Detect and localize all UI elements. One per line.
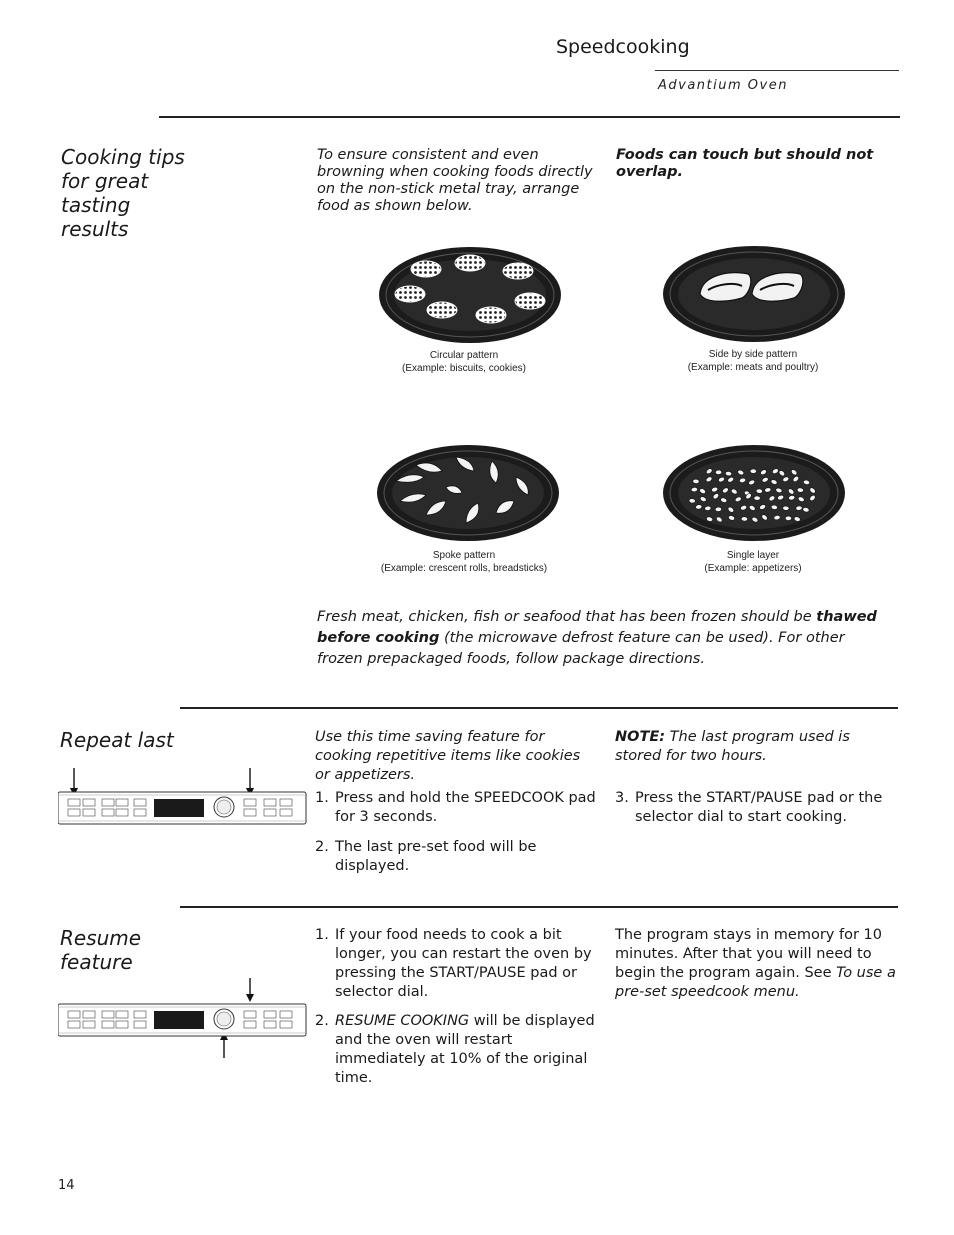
control-pad — [83, 799, 95, 806]
repeat-step — [315, 838, 600, 876]
appetizer-piece — [785, 516, 791, 520]
caption-line: (Example: crescent rolls, breadsticks) — [380, 563, 548, 574]
note-text: The last program used is stored for two hours. — [615, 729, 850, 764]
frozen-food-note — [317, 607, 892, 670]
cooking-tips-bold-note: Foods can touch but should not overlap. — [616, 147, 874, 180]
appetizer-piece — [796, 506, 803, 511]
repeat-last-note — [615, 728, 900, 766]
control-display — [154, 1011, 204, 1029]
control-pad — [68, 799, 80, 806]
resume-memory-note — [615, 926, 900, 1002]
caption-line: Single layer — [726, 550, 780, 561]
control-pad — [83, 809, 95, 816]
step-text: If your food needs to cook a bit longer, you can restart the oven by pressing the START/PAUSE pad or selector dial. — [335, 927, 592, 1000]
resume-steps — [315, 926, 600, 1099]
cooking-tips-heading-line: for great — [61, 169, 149, 193]
control-pad — [102, 1021, 114, 1028]
control-pad — [116, 1021, 128, 1028]
control-display — [154, 799, 204, 817]
control-pad — [244, 799, 256, 806]
control-panel-illustration-repeat — [58, 766, 308, 830]
control-pad — [264, 809, 276, 816]
repeat-last-steps-col2 — [615, 789, 900, 838]
header-divider — [655, 70, 899, 71]
resume-step — [315, 926, 600, 1002]
note-label: NOTE: — [615, 729, 666, 745]
step-number: 2. — [315, 839, 329, 855]
appetizer-piece — [693, 479, 700, 484]
resume-feature-rule — [180, 906, 898, 908]
step-italic-text: RESUME COOKING — [335, 1013, 470, 1029]
frozen-note-bold: thawed before cooking — [317, 609, 877, 646]
caption-line: Side by side pattern — [708, 349, 798, 360]
caption-line: (Example: biscuits, cookies) — [402, 363, 526, 374]
page-number: 14 — [58, 1178, 75, 1193]
page-title: Speedcooking — [556, 36, 690, 58]
side-by-side-caption — [663, 348, 843, 374]
control-pad — [116, 799, 128, 806]
appetizer-piece — [783, 506, 790, 511]
control-panel-illustration-resume — [58, 976, 308, 1060]
side-by-side-tray-illustration — [662, 244, 846, 348]
control-pad — [102, 809, 114, 816]
control-pad — [116, 1011, 128, 1018]
control-pad — [83, 1021, 95, 1028]
page-subtitle: Advantium Oven — [658, 78, 788, 93]
control-pad — [244, 809, 256, 816]
resume-heading-line: feature — [60, 950, 133, 974]
step-number: 3. — [615, 790, 629, 806]
appetizer-piece — [756, 489, 763, 494]
spoke-pattern-caption — [374, 549, 554, 575]
control-pad — [280, 1011, 292, 1018]
cooking-tips-heading-line: results — [61, 217, 129, 241]
step-number: 1. — [315, 927, 329, 943]
control-pad — [134, 1011, 146, 1018]
appetizer-piece — [750, 469, 756, 473]
appetizer-piece — [754, 496, 761, 501]
cooking-tips-heading — [61, 145, 261, 241]
control-pad — [116, 809, 128, 816]
step-text: The last pre-set food will be displayed. — [335, 839, 537, 874]
circular-pattern-tray-illustration — [378, 245, 562, 349]
appetizer-piece — [715, 507, 722, 512]
frozen-note-text: Fresh meat, chicken, fish or seafood that has been frozen should be — [317, 609, 817, 625]
caption-line: (Example: meats and poultry) — [687, 362, 819, 373]
memory-italic-text: To use a pre-set speedcook menu. — [615, 965, 896, 1000]
single-layer-caption — [663, 549, 843, 575]
control-pad — [134, 1021, 146, 1028]
control-pad — [244, 1011, 256, 1018]
step-number: 1. — [315, 790, 329, 806]
single-layer-tray-illustration — [662, 443, 846, 547]
appetizer-piece — [741, 516, 748, 521]
control-pad — [68, 1011, 80, 1018]
frozen-note-text: (the microwave defrost feature can be used). For other frozen prepackaged foods, follow package directions. — [317, 630, 845, 667]
control-pad — [134, 809, 146, 816]
cooking-tips-heading-line: Cooking tips — [61, 145, 185, 169]
step-text: Press the START/PAUSE pad or the selector dial to start cooking. — [635, 790, 883, 825]
resume-heading-line: Resume — [60, 926, 142, 950]
cooking-tips-heading-line: tasting — [61, 193, 131, 217]
caption-line: (Example: appetizers) — [704, 563, 802, 574]
circular-pattern-caption — [374, 349, 554, 375]
caption-line: Circular pattern — [429, 350, 499, 361]
top-rule — [159, 116, 900, 118]
repeat-last-rule — [180, 707, 898, 709]
control-pad — [102, 1011, 114, 1018]
control-pad — [83, 1011, 95, 1018]
step-number: 2. — [315, 1013, 329, 1029]
control-pad — [280, 799, 292, 806]
control-pad — [264, 799, 276, 806]
repeat-last-intro: Use this time saving feature for cooking repetitive items like cookies or appetizers. — [315, 729, 581, 783]
resume-step — [315, 1012, 600, 1088]
resume-feature-heading — [60, 926, 141, 974]
step-text: will be displayed and the oven will restart immediately at 10% of the original time. — [335, 1013, 595, 1086]
control-pad — [134, 799, 146, 806]
control-pad — [244, 1021, 256, 1028]
repeat-last-heading: Repeat last — [60, 728, 174, 752]
control-pad — [280, 1021, 292, 1028]
control-pad — [68, 1021, 80, 1028]
repeat-step — [315, 789, 600, 827]
step-text: Press and hold the SPEEDCOOK pad for 3 seconds. — [335, 790, 596, 825]
repeat-step — [615, 789, 900, 827]
spoke-pattern-tray-illustration — [376, 443, 560, 547]
appetizer-piece — [715, 470, 721, 475]
caption-line: Spoke pattern — [432, 550, 496, 561]
control-pad — [280, 809, 292, 816]
cooking-tips-intro: To ensure consistent and even browning when cooking foods directly on the non-stick metal tray, arrange food as shown below. — [317, 147, 593, 214]
control-pad — [102, 799, 114, 806]
control-pad — [68, 809, 80, 816]
repeat-last-steps — [315, 789, 600, 887]
control-pad — [264, 1011, 276, 1018]
appetizer-piece — [691, 487, 698, 492]
control-pad — [264, 1021, 276, 1028]
memory-text: The program stays in memory for 10 minutes. After that you will need to begin the program again. See — [615, 927, 882, 981]
